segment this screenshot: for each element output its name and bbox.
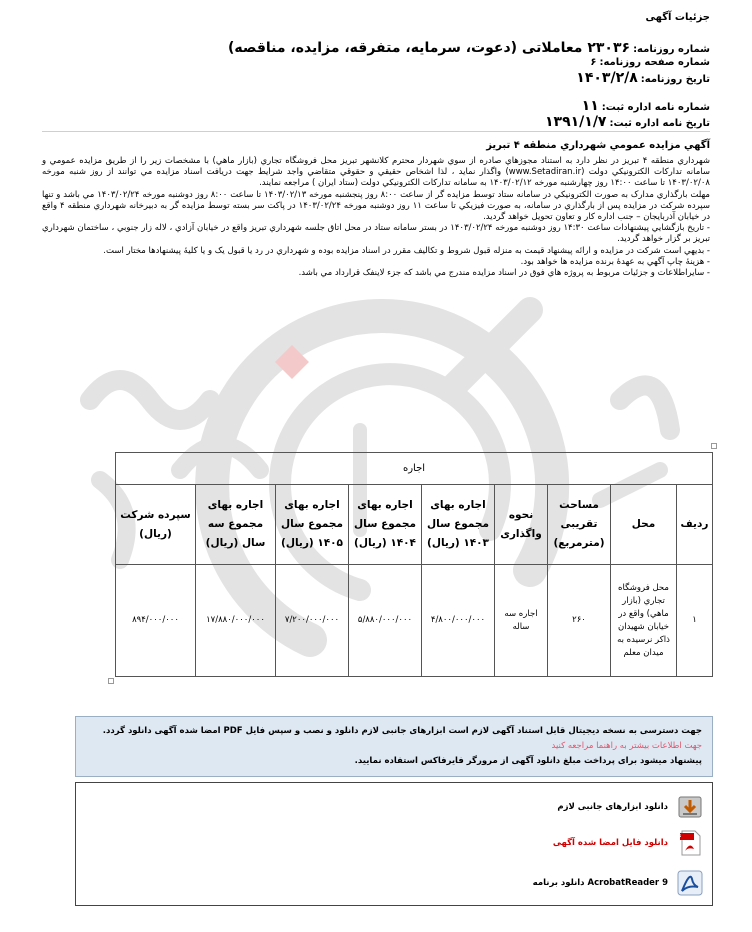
cell-assignment-method: اجاره سه ساله	[495, 565, 548, 677]
breadcrumb: جزئیات آگهی	[645, 12, 710, 23]
digital-copy-notice	[75, 716, 713, 777]
cell-location: محل فروشگاه تجاري (بازار ماهي) واقع در خيابان شهيدان ذاکر نرسيده به ميدان معلم	[611, 565, 677, 677]
cell-rent-1405: ۷/۲۰۰/۰۰۰/۰۰۰	[276, 565, 349, 677]
ad-paragraph: - سايراطلاعات و جزئيات مربوط به پروژه هاي فوق در اسناد مزايده مندرج مي باشد که جزء لاينفک قرارداد مي باشد.	[298, 268, 710, 279]
download-acrobat-link[interactable]: دانلود برنامه AcrobatReader 9	[533, 869, 704, 897]
registry-letter-number: شماره نامه اداره ثبت:۱۱	[581, 98, 710, 114]
downloads-panel	[75, 782, 713, 906]
pdf-file-icon	[668, 829, 704, 857]
ad-paragraph: - بديهي است شرکت در مزايده و ارائه پيشنهاد قيمت به منزله قبول شروط و تکاليف مقرر در اسناد مزايده بوده و شهرداري در رد يا قبول يک و يا کليۀ پيشنهادها مختار است.	[103, 245, 710, 256]
header-rent-1404: اجاره بهای مجموع سال ۱۴۰۴ (ريال)	[349, 485, 422, 565]
cell-row-number: ۱	[677, 565, 713, 677]
header-area: مساحت تقريبی (مترمربع)	[548, 485, 611, 565]
download-tools-link[interactable]: دانلود ابزارهای جانبی لازم	[557, 793, 704, 821]
download-signed-pdf-link[interactable]: PDF دانلود فایل امضا شده آگهی	[553, 829, 704, 857]
ad-paragraph: - تاريخ بازگشايي پيشنهادات ساعت ۱۴:۳۰ روز دوشنبه مورخه ۱۴۰۳/۰۲/۲۴ در بستر سامانه ستاد در محل اتاق جلسه شهرداري تبريز واقع در خيابان آزادي ، لاله زار جنوبي ، ساختمان شهرداري تبريز بر گزار خواهد گرديد.	[42, 223, 710, 245]
table-row	[115, 565, 712, 677]
notice-line: پیشنهاد میشود برای پرداخت مبلغ دانلود آگهی از مرورگر فایرفاکس استفاده نمایید.	[354, 756, 702, 766]
table-resize-handle	[711, 443, 717, 449]
ad-paragraph: شهرداري منطقه ۴ تبريز در نظر دارد به استناد مجوزهاي صادره از سوي شهردار محترم کلانشهر تبريز محل فروشگاه تجاري (بازار ماهي) با مشخصات زير را از طريق مزايده عمومي و سامانه تدارکات الکترونيکي دولت (www.Setadiran.ir) واگذار نمايد ، لذا اشخاص حقيقي و حقوقي متقاضي واجد شرايط جهت دريافت اسناد مزايده مي توانند از روز شنبه مورخه ۱۴۰۳/۰۲/۰۸ تا ساعت ۱۴:۰۰ روز چهارشنبه مورخه ۱۴۰۳/۰۲/۱۲ به سامانه تدارکات الکترونيکي دولت (ستاد ايران ) مراجعه نمايند.	[42, 156, 711, 189]
cell-area: ۲۶۰	[548, 565, 611, 677]
cell-rent-1403: ۴/۸۰۰/۰۰۰/۰۰۰	[422, 565, 495, 677]
paper-number: شماره روزنامه:۲۳۰۳۶ معاملاتی (دعوت، سرمایه، متفرقه، مزایده، مناقصه)	[228, 40, 710, 56]
table-resize-handle	[108, 678, 114, 684]
cell-rent-1404: ۵/۸۸۰/۰۰۰/۰۰۰	[349, 565, 422, 677]
table-header-row	[115, 485, 712, 565]
table-group-header: اجاره	[115, 453, 712, 485]
help-link[interactable]: جهت اطلاعات بیشتر به راهنما مراجعه کنید	[551, 741, 702, 751]
paper-date: تاریخ روزنامه:۱۴۰۳/۲/۸	[576, 70, 710, 86]
header-rent-1403: اجاره بهای مجموع سال ۱۴۰۳ (ريال)	[422, 485, 495, 565]
ad-paragraph: مهلت بارگذاري مدارک به صورت الکترونيکي در سامانه ستاد توسط مزايده گر از ساعت ۸:۰۰ روز پنجشنبه مورخه ۱۴۰۳/۰۲/۱۳ تا ساعت ۸:۰۰ روز دوشنبه مورخه ۱۴۰۳/۰۲/۲۴ مي باشد و تنها سپرده شرکت در مزايده پس از بارگذاري در سامانه، به صورت فيزيکي تا ساعت ۱۱ روز دوشنبه مورخه ۱۴۰۳/۰۲/۲۴ در پاکت سر بسته توسط مزايده گر به دبيرخانه شهرداري منطقه ۴ واقع در خيابان آذربايجان – جنب اداره کار و تعاون تحويل خواهد گرديد.	[42, 189, 710, 223]
header-row-number: رديف	[677, 485, 713, 565]
ad-paragraph: - هزينۀ چاپ آگهي به عهدۀ برنده مزايده ها خواهد بود.	[520, 256, 710, 267]
lease-table-wrapper	[116, 452, 713, 677]
header-rent-1405: اجاره بهای مجموع سال ۱۴۰۵ (ريال)	[276, 485, 349, 565]
header-rent-three-years: اجاره بهای مجموع سه سال (ريال)	[196, 485, 276, 565]
header-deposit: سپرده شرکت (ريال)	[115, 485, 195, 565]
ad-title: آگهي مزايده عمومي شهرداري منطقه ۴ تبريز	[486, 140, 710, 151]
page-number: شماره صفحه روزنامه:۶	[590, 57, 710, 68]
download-arrow-icon	[676, 793, 704, 821]
cell-deposit: ۸۹۴/۰۰۰/۰۰۰	[115, 565, 195, 677]
registry-letter-date: تاریخ نامه اداره ثبت:۱۳۹۱/۱/۷	[544, 114, 710, 130]
cell-rent-three-years: ۱۷/۸۸۰/۰۰۰/۰۰۰	[196, 565, 276, 677]
acrobat-reader-icon	[676, 869, 704, 897]
header-assignment-method: نحوه واگذاری	[495, 485, 548, 565]
lease-table	[115, 452, 713, 677]
ad-body	[42, 156, 710, 279]
notice-line: جهت دسترسی به نسخه دیجیتال قابل استناد آگهی لازم است ابزارهای جانبی لازم دانلود و نصب و سپس فایل PDF امضا شده آگهی دانلود گردد.	[102, 726, 702, 736]
header-location: محل	[611, 485, 677, 565]
svg-text:PDF: PDF	[668, 834, 682, 841]
divider	[42, 131, 710, 132]
